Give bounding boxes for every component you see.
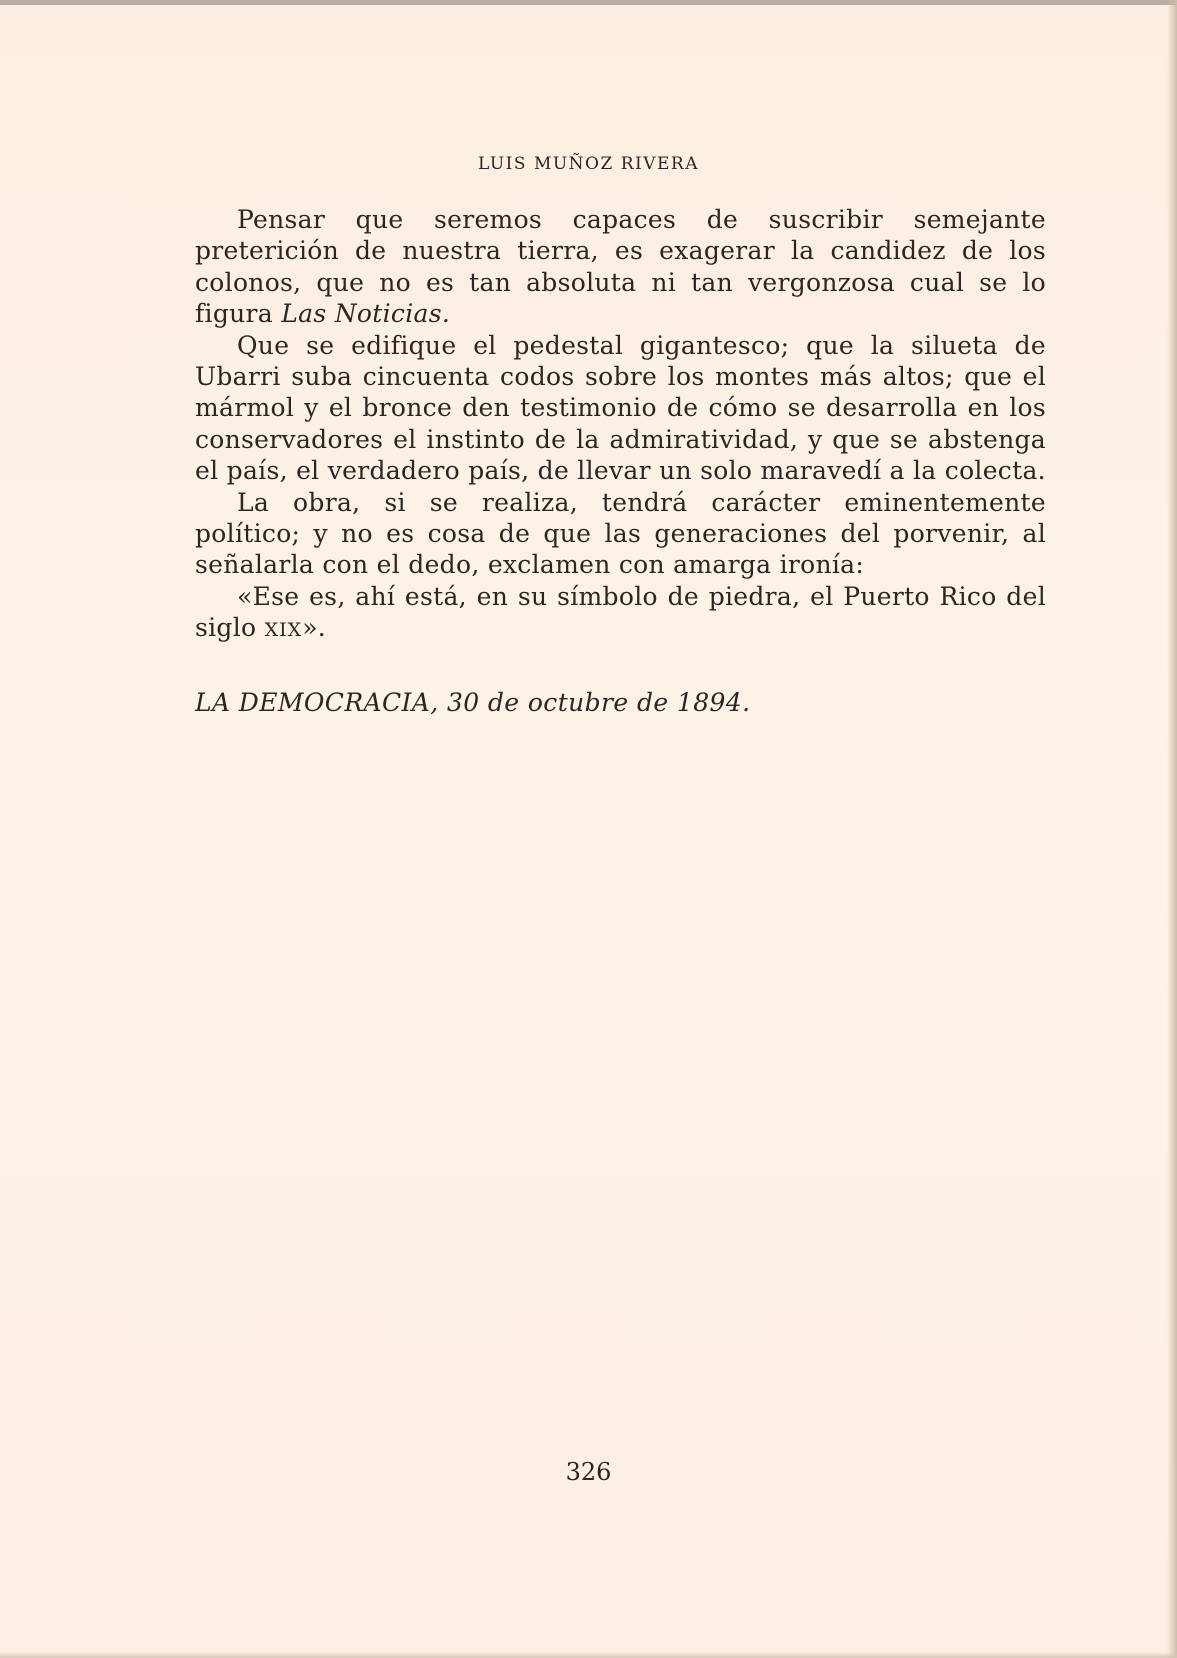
closing-quote: ». — [302, 613, 327, 643]
paragraph-2: Que se edifique el pedestal gigantesco; que la silueta de Ubarri suba cincuenta codos sobre los montes más altos; que el mármol y el bronce den testimonio de cómo se desarrolla en los conservadores el instinto de la admiratividad, y que se abstenga el país, el verdadero país, de llevar un solo maravedí a la colecta. — [195, 330, 1046, 486]
running-head: LUIS MUÑOZ RIVERA — [478, 154, 699, 174]
paragraph-3: La obra, si se realiza, tendrá carácter eminentemente político; y no es cosa de que las generaciones del porvenir, al señalarla con el dedo, exclamen con amarga ironía: — [195, 487, 1046, 580]
paragraph-1-text: Pensar que seremos capaces de suscribir semejante preterición de nuestra tierra, es exagerar la candidez de los colonos, que no es tan absoluta ni tan vergonzosa cual se lo figura — [195, 205, 1046, 329]
page-right-edge — [1167, 0, 1177, 1658]
paragraph-4-text: «Ese es, ahí está, en su símbolo de piedra, el Puerto Rico del siglo — [195, 581, 1046, 643]
paragraph-4 — [195, 581, 1046, 647]
source-attribution: LA DEMOCRACIA, 30 de octubre de 1894. — [195, 688, 751, 717]
paragraph-1 — [195, 204, 1046, 330]
page-number: 326 — [565, 1458, 612, 1486]
newspaper-title: Las Noticias. — [281, 299, 451, 329]
century-numeral: XIX — [264, 619, 303, 642]
page-bottom-edge — [0, 1652, 1177, 1658]
body-text — [195, 204, 1046, 647]
page-top-edge — [0, 0, 1177, 5]
